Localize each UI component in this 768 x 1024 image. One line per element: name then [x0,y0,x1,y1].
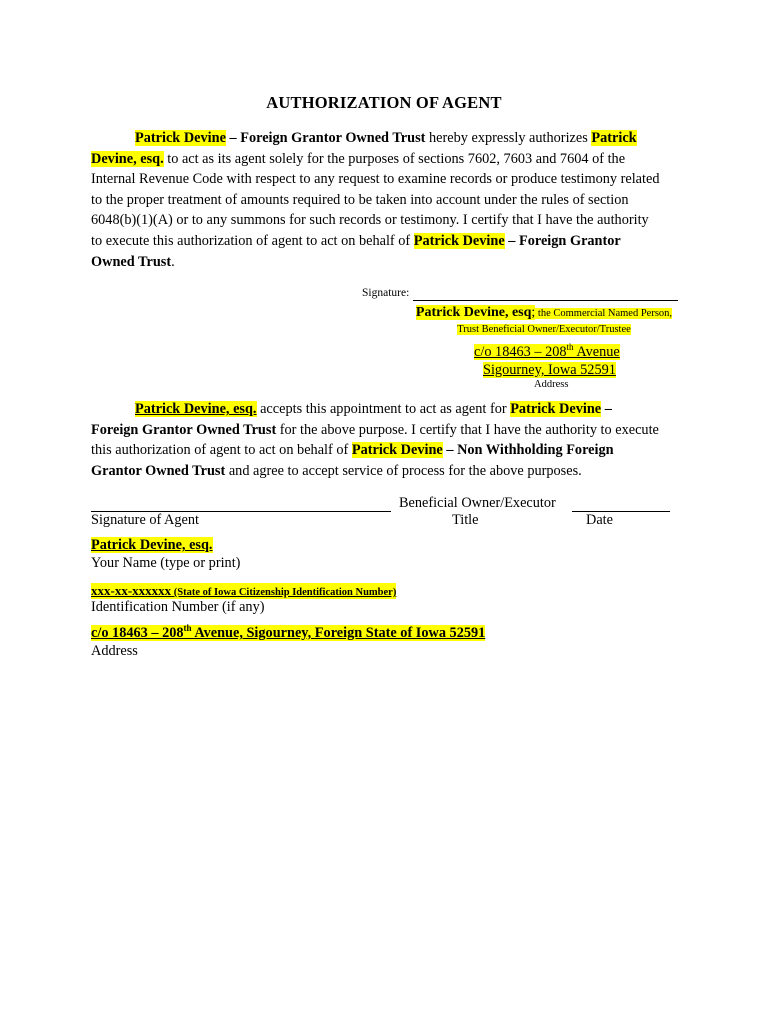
trust-name: Foreign Grantor Owned Trust [240,130,426,146]
principal-name: Patrick Devine [351,442,443,459]
address-sup: th [566,342,574,352]
id-value-text: xxx-xx-xxxxxx [91,583,172,598]
address-value [91,625,485,642]
trust-name: – Foreign Grantor Owned Trust [91,401,612,438]
address-text: c/o 18463 – 208 [474,344,567,360]
address-caption: Address [91,643,138,659]
authorization-paragraph [91,128,661,272]
signer-block [414,305,674,337]
trust-name: – Non Withholding Foreign Grantor Owned Trust [91,442,614,479]
name-value [91,537,213,554]
trust-name: – Foreign Grantor Owned Trust [91,232,621,270]
paragraph-text: to act as its agent solely for the purposes of sections 7602, 7603 and 7604 of the Internal Revenue Code with respect to any request to examine records or produce testimony related to the proper treatment of amounts required to be taken into account under the rules of section 6048(b)(1)(A) or to any summons for such records or testimony. I certify that I have the authority to execute this authorization of agent to act on behalf of [91,150,660,249]
paragraph-text: for the above purpose. I certify that I have the authority to execute this authorization of agent to act on behalf of [91,421,659,459]
principal-name: Patrick Devine [510,401,602,417]
principal-name: Patrick Devine [135,130,226,146]
paragraph-text: and agree to accept service of process for the above purposes. [225,462,582,479]
agent-name [135,401,257,417]
address-value-text: Avenue, Sigourney, Foreign State of Iowa 52591 [191,625,486,641]
address-value-text: c/o 18463 – 208 [91,625,184,641]
date-caption: Date [586,512,613,528]
address-caption: Address [534,379,569,390]
document-title: AUTHORIZATION OF AGENT [266,93,502,112]
signature-line[interactable] [413,300,678,301]
paragraph-text: hereby expressly authorizes [425,130,592,146]
id-value [91,583,396,600]
paragraph-text: accepts this appointment to act as agent for [256,401,511,417]
signature-label: Signature: [362,287,410,299]
principal-name: Patrick Devine [413,232,505,249]
id-caption: Identification Number (if any) [91,599,265,615]
signer-address-line2 [483,362,616,379]
paragraph-text: . [171,253,175,270]
address-text: Avenue [573,344,620,360]
address-value-sup: th [183,623,192,633]
id-value-note: (State of Iowa Citizenship Identification Number) [171,587,397,598]
agent-name: Patrick Devine, esq. [91,130,637,167]
signer-name: Patrick Devine, esq [415,305,532,320]
name-value-text: Patrick Devine, esq. [91,537,213,553]
address-text: Sigourney, Iowa 52591 [483,362,616,378]
title-caption: Title [452,512,479,528]
title-value: Beneficial Owner/Executor [399,495,556,511]
signer-role: the Commercial Named Person, Trust Beneficial Owner/Executor/Trustee [457,308,673,335]
signer-separator: ; [531,305,536,320]
signature-caption: Signature of Agent [91,512,200,528]
dash: – [225,130,241,146]
acceptance-paragraph [91,399,661,481]
agent-name-text: Patrick Devine, esq. [135,401,257,417]
signer-address-line1 [474,344,620,361]
name-caption: Your Name (type or print) [91,555,241,571]
